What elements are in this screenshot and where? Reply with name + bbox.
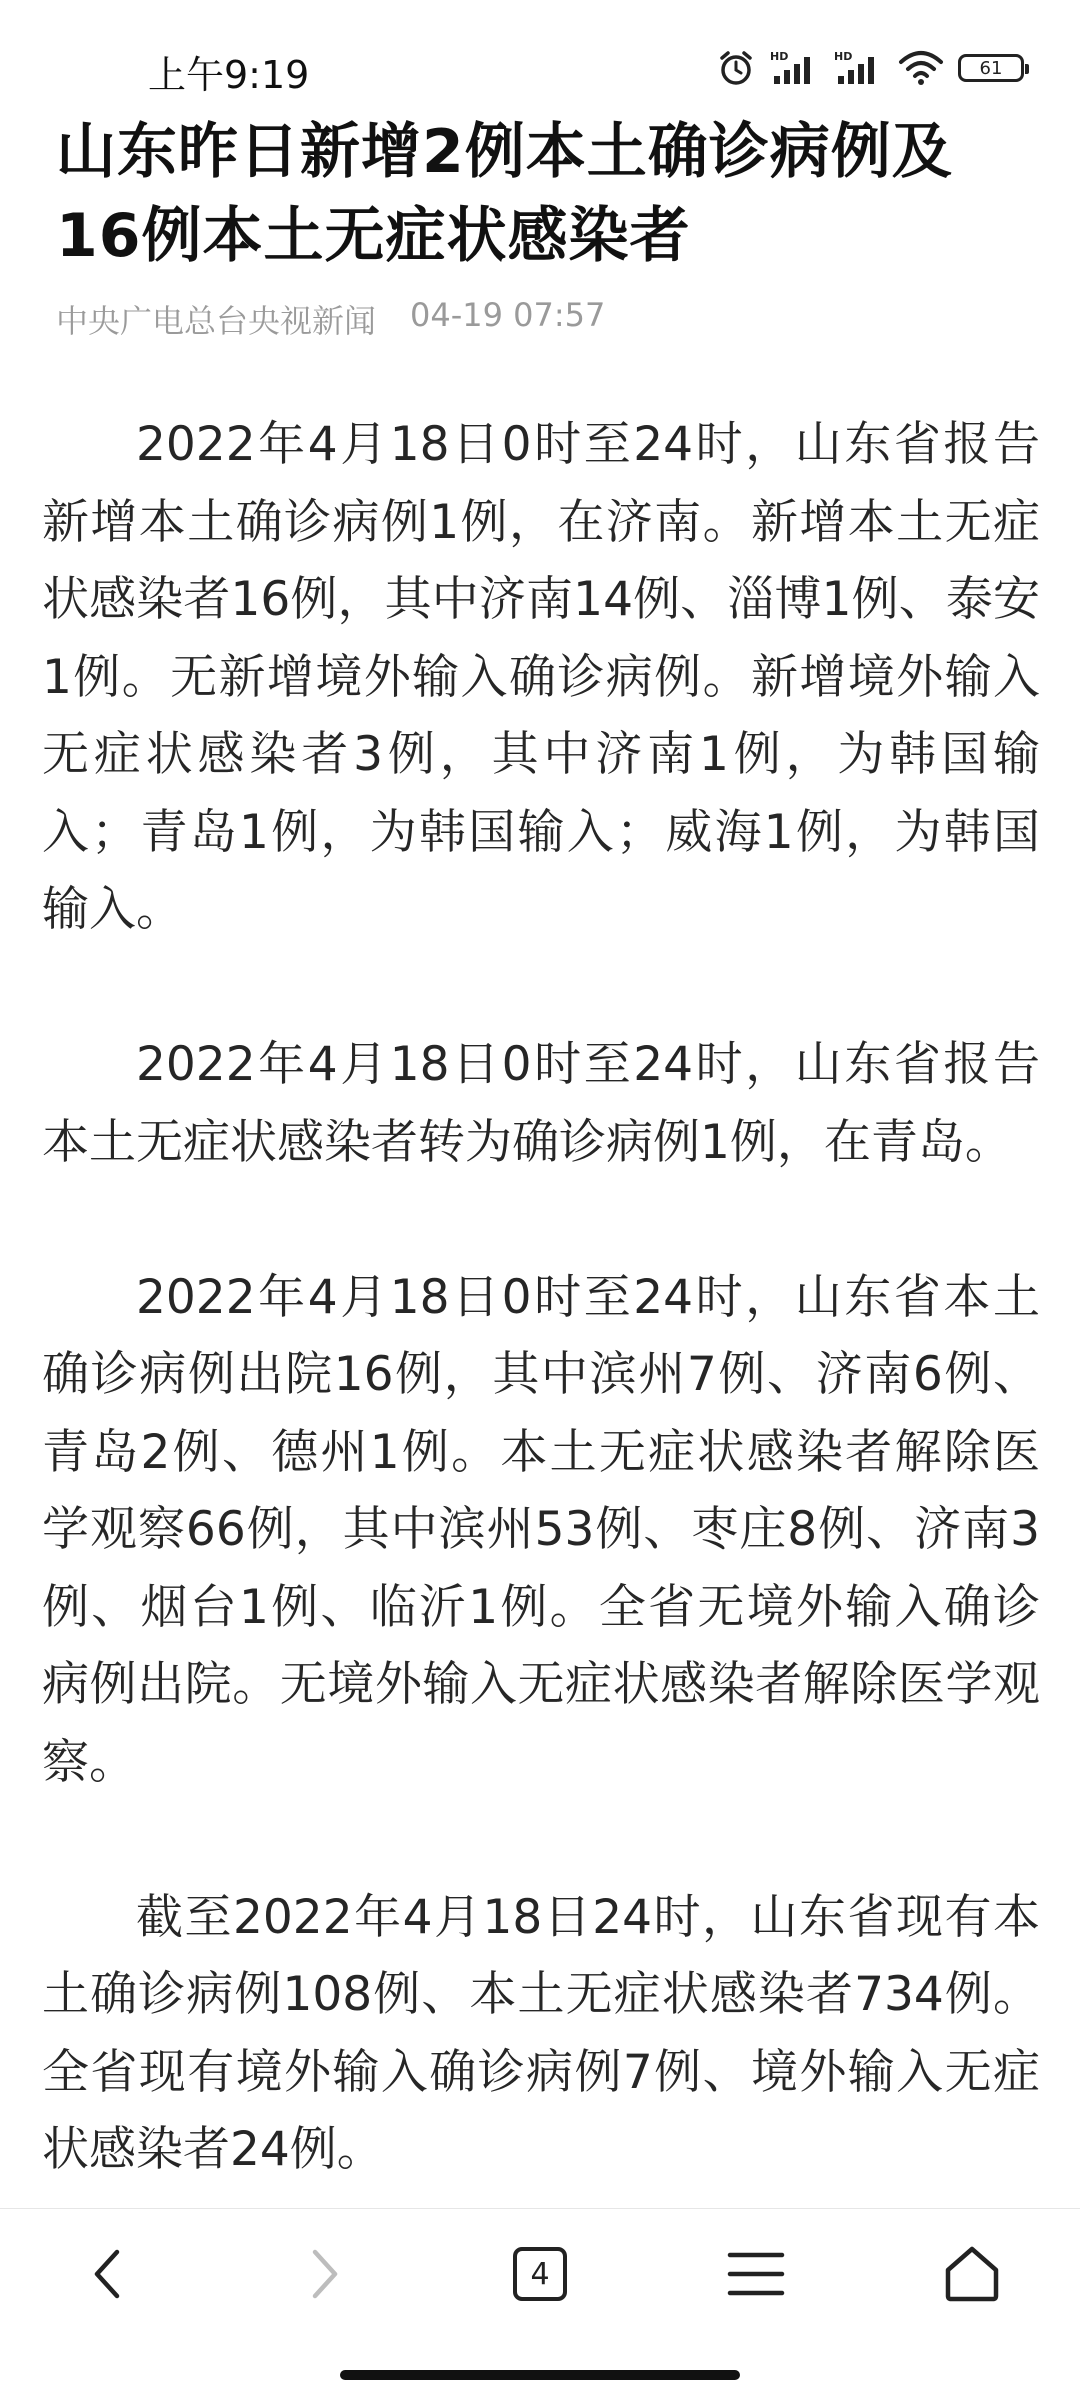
alarm-icon bbox=[716, 48, 756, 88]
wifi-icon bbox=[898, 48, 944, 88]
bottom-nav-bar bbox=[0, 2208, 1080, 2339]
status-icons bbox=[716, 48, 1024, 88]
forward-button[interactable] bbox=[264, 2219, 384, 2329]
article-source[interactable]: 中央广电总台央视新闻 bbox=[56, 302, 377, 340]
battery-icon: 61 bbox=[958, 54, 1024, 82]
article-paragraph: 2022年4月18日0时至24时，山东省报告新增本土确诊病例1例，在济南。新增本土无症状感染者16例，其中济南14例、淄博1例、泰安1例。无新增境外输入确诊病例。新增境外输入无症状感染者3例，其中济南1例，为韩国输入；青岛1例，为韩国输入；威海1例，为韩国输入。 bbox=[42, 417, 1040, 937]
article-paragraph: 2022年4月18日0时至24时，山东省报告本土无症状感染者转为确诊病例1例，在青岛。 bbox=[42, 1037, 1040, 1170]
hd-signal-icon bbox=[834, 48, 884, 88]
article-paragraph: 2022年4月18日0时至24时，山东省本土确诊病例出院16例，其中滨州7例、济南6例、青岛2例、德州1例。本土无症状感染者解除医学观察66例，其中滨州53例、枣庄8例、济南3例、烟台1例、临沂1例。全省无境外输入确诊病例出院。无境外输入无症状感染者解除医学观察。 bbox=[42, 1269, 1040, 1790]
article-meta bbox=[56, 296, 1036, 342]
tabs-icon: 4 bbox=[513, 2247, 567, 2301]
article-body bbox=[42, 406, 1040, 2266]
svg-text:HD: HD bbox=[770, 50, 789, 63]
menu-icon bbox=[726, 2249, 786, 2299]
svg-text:HD: HD bbox=[834, 50, 853, 63]
home-button[interactable] bbox=[912, 2219, 1032, 2329]
article-paragraph: 截至2022年4月18日24时，山东省现有本土确诊病例108例、本土无症状感染者734例。全省现有境外输入确诊病例7例、境外输入无症状感染者24例。 bbox=[42, 1889, 1040, 2177]
back-icon bbox=[83, 2244, 133, 2304]
home-indicator[interactable] bbox=[340, 2370, 740, 2380]
back-button[interactable] bbox=[48, 2219, 168, 2329]
hd-signal-icon bbox=[770, 48, 820, 88]
status-time: 上午9:19 bbox=[148, 53, 310, 97]
tabs-button[interactable] bbox=[480, 2219, 600, 2329]
article-title: 山东昨日新增2例本土确诊病例及16例本土无症状感染者 bbox=[56, 117, 953, 271]
status-bar bbox=[0, 0, 1080, 120]
home-icon bbox=[942, 2244, 1002, 2304]
forward-icon bbox=[299, 2244, 349, 2304]
menu-button[interactable] bbox=[696, 2219, 816, 2329]
article-time: 04-19 07:57 bbox=[410, 296, 606, 334]
